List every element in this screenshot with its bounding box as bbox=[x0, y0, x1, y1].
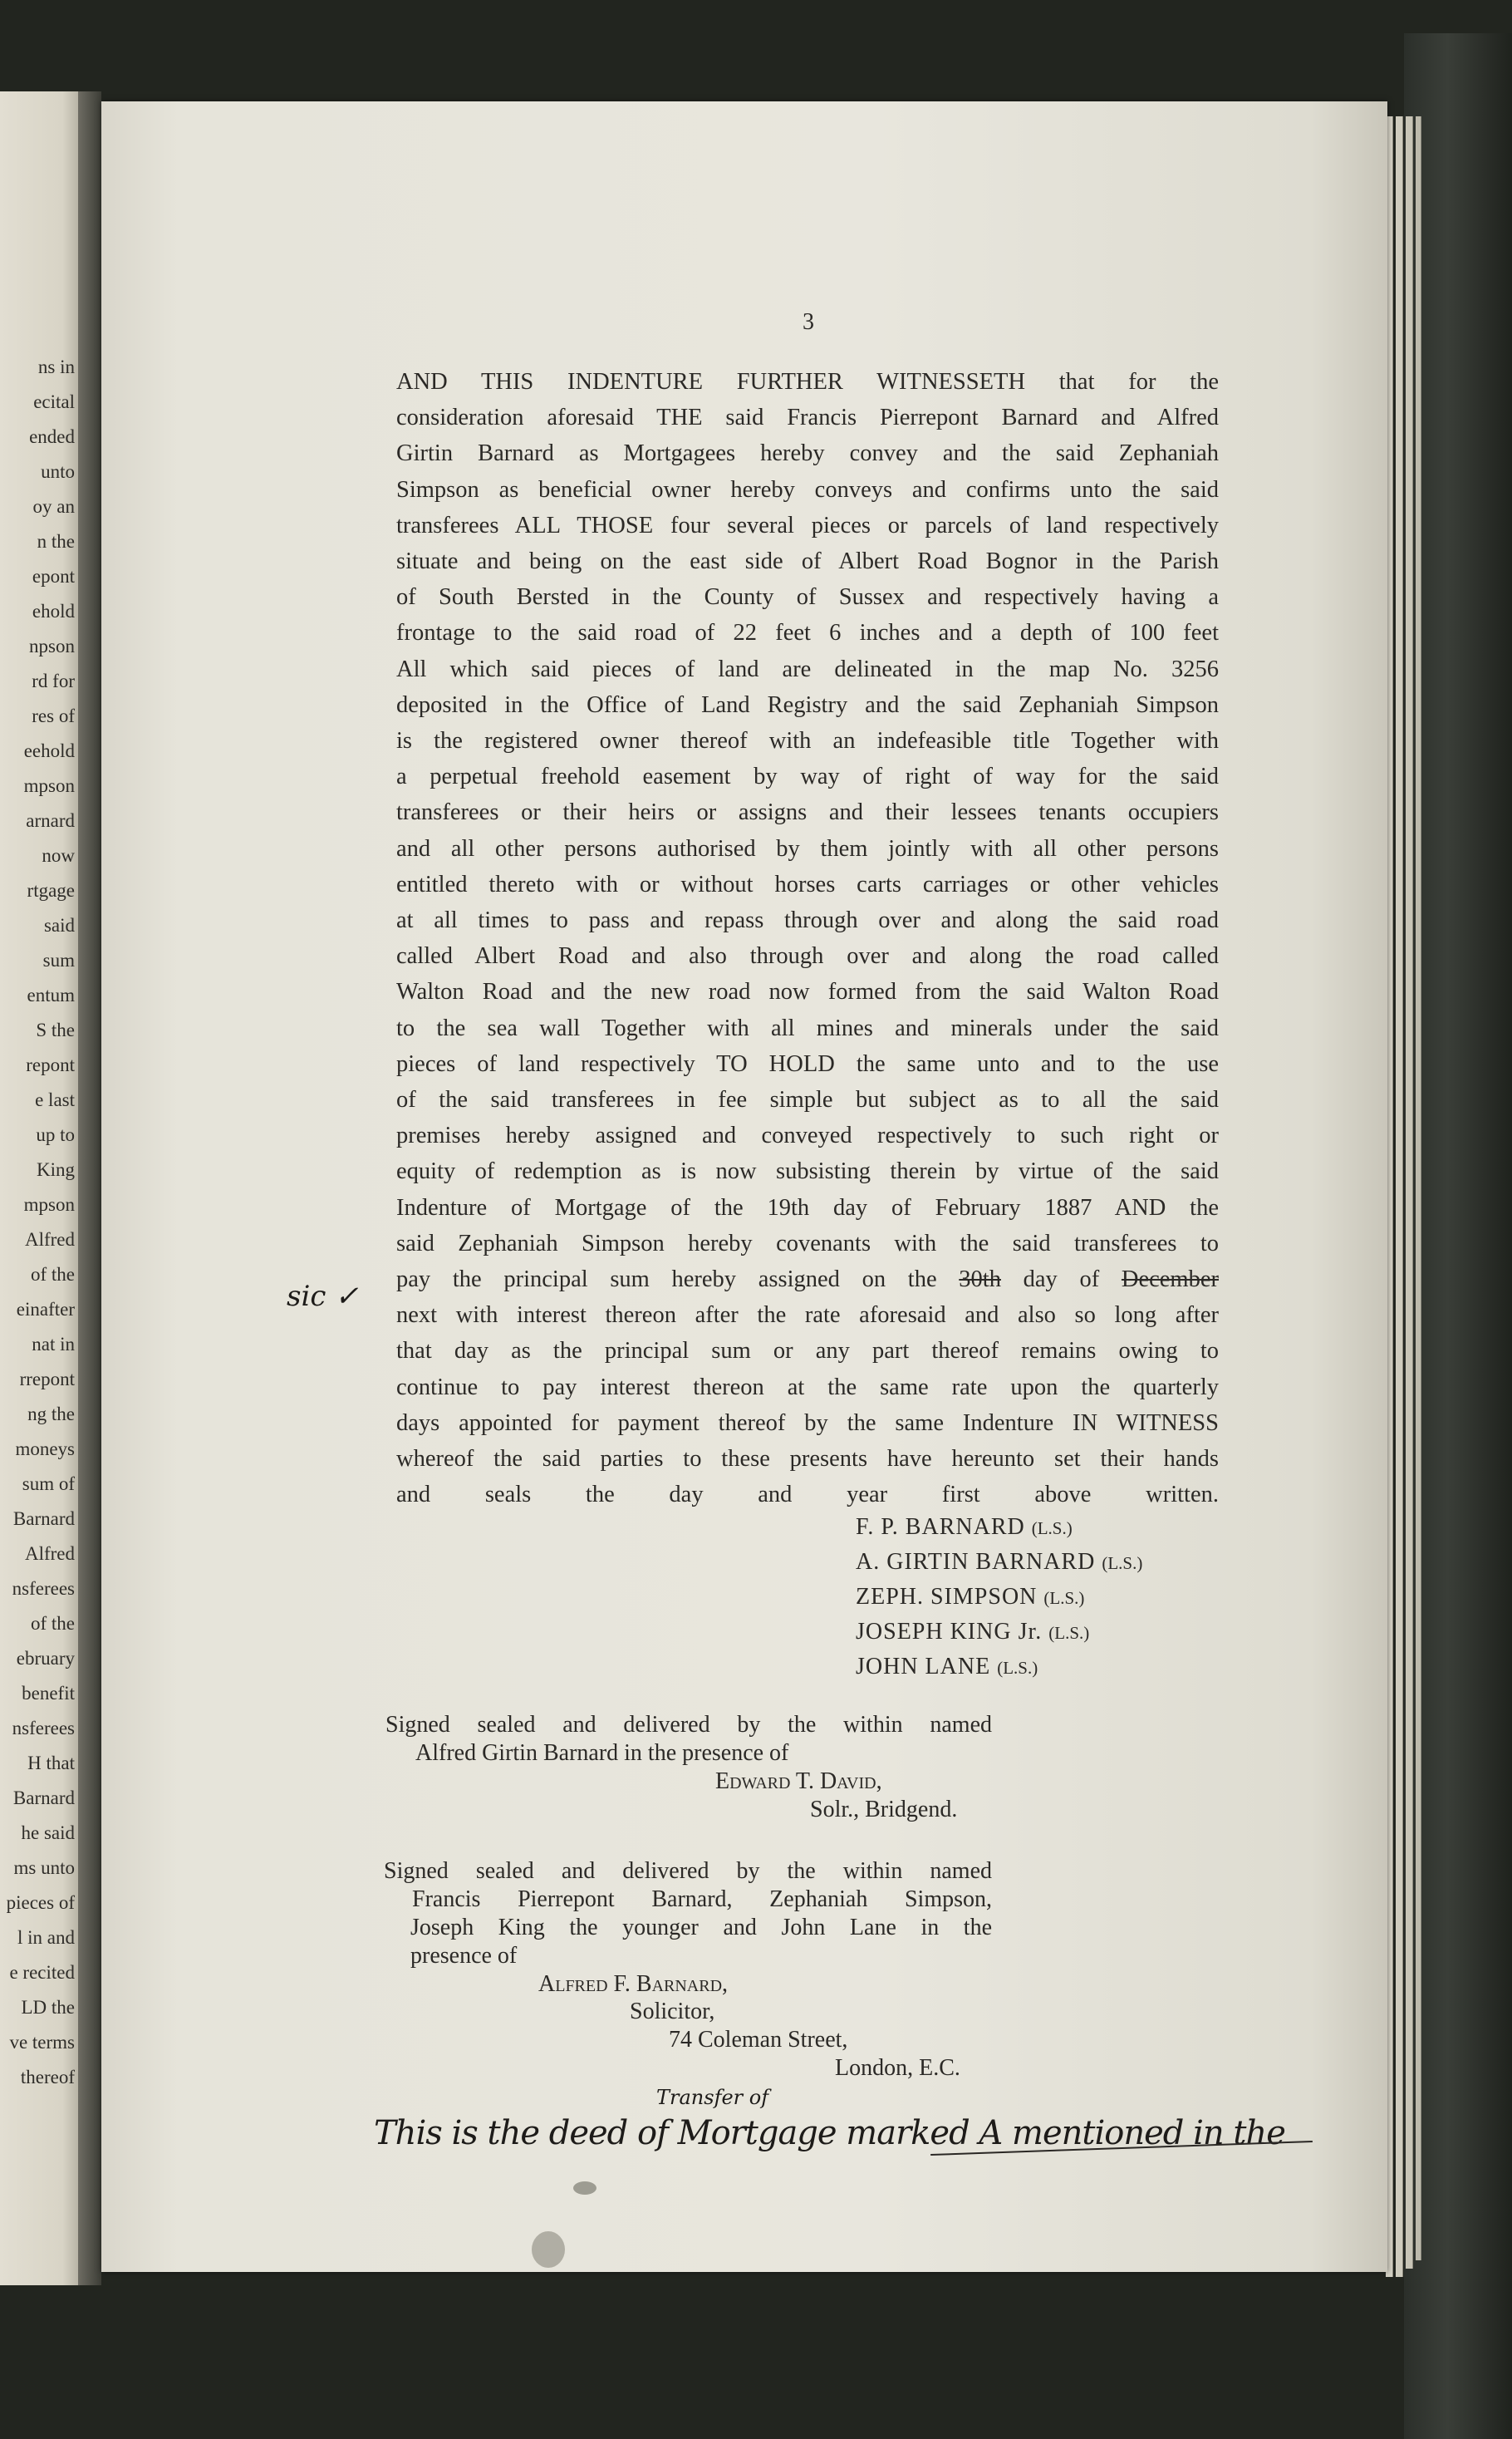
seal-mark: (L.S.) bbox=[1102, 1553, 1143, 1573]
left-page-text-fragment: pieces of bbox=[6, 1892, 75, 1913]
left-page-text-fragment: Barnard bbox=[12, 1787, 75, 1808]
body-line: whereof the said parties to these presents have hereunto set their hands bbox=[396, 1446, 1219, 1472]
body-line: pieces of land respectively TO HOLD the same unto and to the use bbox=[396, 1051, 1219, 1077]
left-page-text-fragment: rtgage bbox=[27, 880, 75, 901]
struck-day: 30th bbox=[959, 1266, 1001, 1292]
body-line-struck bbox=[396, 1266, 1219, 1294]
attestation-2-line: Joseph King the younger and John Lane in the bbox=[410, 1915, 992, 1940]
left-page-text-fragment: sum bbox=[42, 950, 75, 971]
body-line: situate and being on the east side of Albert Road Bognor in the Parish bbox=[396, 548, 1219, 574]
page-stack-edge bbox=[1406, 116, 1413, 2269]
page-stack-edge bbox=[1396, 116, 1403, 2277]
attestation-1-line: Alfred Girtin Barnard in the presence of bbox=[415, 1740, 789, 1766]
signatory-name: JOHN LANE bbox=[856, 1654, 991, 1679]
body-line: equity of redemption as is now subsisting therein by virtue of the said bbox=[396, 1158, 1219, 1184]
body-line: to the sea wall Together with all mines and minerals under the said bbox=[396, 1015, 1219, 1041]
body-line: is the registered owner thereof with an indefeasible title Together with bbox=[396, 728, 1219, 754]
ink-blot bbox=[532, 2231, 565, 2268]
left-page-text-fragment: eehold bbox=[23, 740, 75, 761]
body-line: Simpson as beneficial owner hereby conveys and confirms unto the said bbox=[396, 477, 1219, 503]
left-page-text-fragment: thereof bbox=[20, 2067, 75, 2087]
attestation-2-line: Francis Pierrepont Barnard, Zephaniah Simpson, bbox=[412, 1886, 992, 1912]
left-page-text-fragment: einafter bbox=[16, 1299, 75, 1320]
left-page-text-fragment: ms unto bbox=[13, 1857, 75, 1878]
body-line: and seals the day and year first above written. bbox=[396, 1482, 1219, 1507]
handwritten-note: This is the deed of Mortgage marked A mentioned in the bbox=[374, 2114, 1285, 2152]
body-line: and all other persons authorised by them jointly with all other persons bbox=[396, 836, 1219, 862]
body-line: frontage to the said road of 22 feet 6 inches and a depth of 100 feet bbox=[396, 620, 1219, 646]
left-page-text-fragment: LD the bbox=[21, 1997, 75, 2018]
left-page-text-fragment: he said bbox=[21, 1822, 75, 1843]
body-line: Indenture of Mortgage of the 19th day of February 1887 AND the bbox=[396, 1195, 1219, 1221]
left-page-text-fragment: repont bbox=[26, 1055, 75, 1075]
signatory-name: F. P. BARNARD bbox=[856, 1514, 1025, 1540]
body-line: premises hereby assigned and conveyed respectively to such right or bbox=[396, 1123, 1219, 1148]
left-page-text-fragment: ng the bbox=[27, 1404, 75, 1424]
seal-mark: (L.S.) bbox=[1043, 1588, 1085, 1608]
body-line: of South Bersted in the County of Sussex and respectively having a bbox=[396, 584, 1219, 610]
witness-name: Edward T. David, bbox=[715, 1768, 882, 1794]
left-page-text-fragment: mpson bbox=[23, 1194, 75, 1215]
seal-mark: (L.S.) bbox=[1031, 1518, 1073, 1538]
body-line: Girtin Barnard as Mortgagees hereby convey and the said Zephaniah bbox=[396, 440, 1219, 466]
body-line: transferees or their heirs or assigns and their lessees tenants occupiers bbox=[396, 799, 1219, 825]
left-page-text-fragment: arnard bbox=[26, 810, 75, 831]
body-text-segment: day of bbox=[1023, 1266, 1100, 1292]
body-line: a perpetual freehold easement by way of right of way for the said bbox=[396, 764, 1219, 789]
left-page-text-fragment: nsferees bbox=[12, 1578, 75, 1599]
left-page-text-fragment: e last bbox=[35, 1089, 75, 1110]
left-page-text-fragment: of the bbox=[30, 1264, 75, 1285]
body-line: next with interest thereon after the rate aforesaid and also so long after bbox=[396, 1302, 1219, 1328]
witness-address: London, E.C. bbox=[835, 2055, 960, 2081]
witness-title: Solicitor, bbox=[630, 1999, 715, 2024]
margin-note-sic: sic ✓ bbox=[287, 1280, 359, 1313]
left-page-text-fragment: nsferees bbox=[12, 1718, 75, 1738]
signature-line bbox=[856, 1549, 1142, 1576]
signature-line bbox=[856, 1619, 1089, 1645]
attestation-1-line: Signed sealed and delivered by the within named bbox=[385, 1712, 992, 1738]
left-page-text-fragment: ve terms bbox=[9, 2032, 75, 2053]
signatory-name: JOSEPH KING Jr. bbox=[856, 1619, 1043, 1645]
body-line: said Zephaniah Simpson hereby covenants with the said transferees to bbox=[396, 1231, 1219, 1256]
left-page-text-fragment: now bbox=[42, 845, 75, 866]
body-line: deposited in the Office of Land Registry and the said Zephaniah Simpson bbox=[396, 692, 1219, 718]
left-page-text-fragment: res of bbox=[32, 706, 75, 726]
left-page-text-fragment: e recited bbox=[9, 1962, 75, 1983]
left-page-text-fragment: said bbox=[43, 915, 75, 936]
signature-line bbox=[856, 1654, 1038, 1680]
left-page-text-fragment: ecital bbox=[33, 391, 75, 412]
left-page-text-fragment: ns in bbox=[37, 357, 75, 377]
body-line: days appointed for payment thereof by the same Indenture IN WITNESS bbox=[396, 1410, 1219, 1436]
left-page-text-fragment: npson bbox=[29, 636, 75, 656]
left-page-text-fragment: up to bbox=[36, 1124, 75, 1145]
left-page bbox=[0, 91, 78, 2285]
left-page-text-fragment: epont bbox=[32, 566, 75, 587]
left-page-text-fragment: rrepont bbox=[19, 1369, 75, 1389]
left-page-text-fragment: ended bbox=[29, 426, 75, 447]
handwritten-insertion: Transfer of bbox=[656, 2086, 769, 2109]
body-line: consideration aforesaid THE said Francis Pierrepont Barnard and Alfred bbox=[396, 405, 1219, 430]
page-stack-edge bbox=[1416, 116, 1421, 2260]
left-page-text-fragment: Alfred bbox=[24, 1543, 75, 1564]
seal-mark: (L.S.) bbox=[997, 1658, 1038, 1678]
left-page-text-fragment: sum of bbox=[22, 1473, 75, 1494]
left-page-text-fragment: benefit bbox=[22, 1683, 75, 1704]
left-page-text-fragment: of the bbox=[30, 1613, 75, 1634]
signature-line bbox=[856, 1584, 1084, 1610]
body-line: Walton Road and the new road now formed from the said Walton Road bbox=[396, 979, 1219, 1005]
left-page-text-fragment: S the bbox=[36, 1020, 75, 1040]
struck-month: December bbox=[1121, 1266, 1219, 1292]
body-line: AND THIS INDENTURE FURTHER WITNESSETH that for the bbox=[396, 369, 1219, 395]
left-page-text-fragment: Barnard bbox=[12, 1508, 75, 1529]
ink-blot bbox=[573, 2181, 596, 2195]
signature-line bbox=[856, 1514, 1073, 1541]
witness-address: 74 Coleman Street, bbox=[669, 2027, 848, 2053]
body-line: that day as the principal sum or any part thereof remains owing to bbox=[396, 1338, 1219, 1364]
body-line: at all times to pass and repass through over and along the said road bbox=[396, 907, 1219, 933]
body-line: All which said pieces of land are delineated in the map No. 3256 bbox=[396, 656, 1219, 682]
body-line: transferees ALL THOSE four several pieces or parcels of land respectively bbox=[396, 513, 1219, 538]
left-page-text-fragment: nat in bbox=[32, 1334, 75, 1355]
body-line: continue to pay interest thereon at the same rate upon the quarterly bbox=[396, 1374, 1219, 1400]
left-page-text-fragment: ehold bbox=[32, 601, 75, 622]
left-page-text-fragment: l in and bbox=[17, 1927, 75, 1948]
signatory-name: ZEPH. SIMPSON bbox=[856, 1584, 1038, 1610]
seal-mark: (L.S.) bbox=[1048, 1623, 1090, 1643]
left-page-text-fragment: H that bbox=[27, 1753, 75, 1773]
left-page-text-fragment: ebruary bbox=[16, 1648, 75, 1669]
left-page-text-fragment: rd for bbox=[32, 671, 75, 691]
signatory-name: A. GIRTIN BARNARD bbox=[856, 1549, 1096, 1575]
body-line: called Albert Road and also through over and along the road called bbox=[396, 943, 1219, 969]
body-line: entitled thereto with or without horses carts carriages or other vehicles bbox=[396, 872, 1219, 897]
left-page-text-fragment: Alfred bbox=[24, 1229, 75, 1250]
witness-name: Alfred F. Barnard, bbox=[538, 1971, 729, 1997]
body-text-segment: pay the principal sum hereby assigned on the bbox=[396, 1266, 937, 1292]
left-page-text-fragment: entum bbox=[27, 985, 75, 1006]
page-number: 3 bbox=[803, 309, 814, 335]
attestation-2-line: presence of bbox=[410, 1943, 518, 1969]
left-page-text-fragment: mpson bbox=[23, 775, 75, 796]
book-gutter bbox=[78, 91, 101, 2285]
body-line: of the said transferees in fee simple but subject as to all the said bbox=[396, 1087, 1219, 1113]
left-page-text-fragment: King bbox=[37, 1159, 75, 1180]
witness-detail: Solr., Bridgend. bbox=[810, 1797, 958, 1822]
left-page-text-fragment: n the bbox=[37, 531, 75, 552]
left-page-text-fragment: moneys bbox=[15, 1438, 75, 1459]
left-page-text-fragment: oy an bbox=[32, 496, 75, 517]
attestation-2-line: Signed sealed and delivered by the within named bbox=[384, 1858, 992, 1884]
left-page-text-fragment: unto bbox=[41, 461, 75, 482]
